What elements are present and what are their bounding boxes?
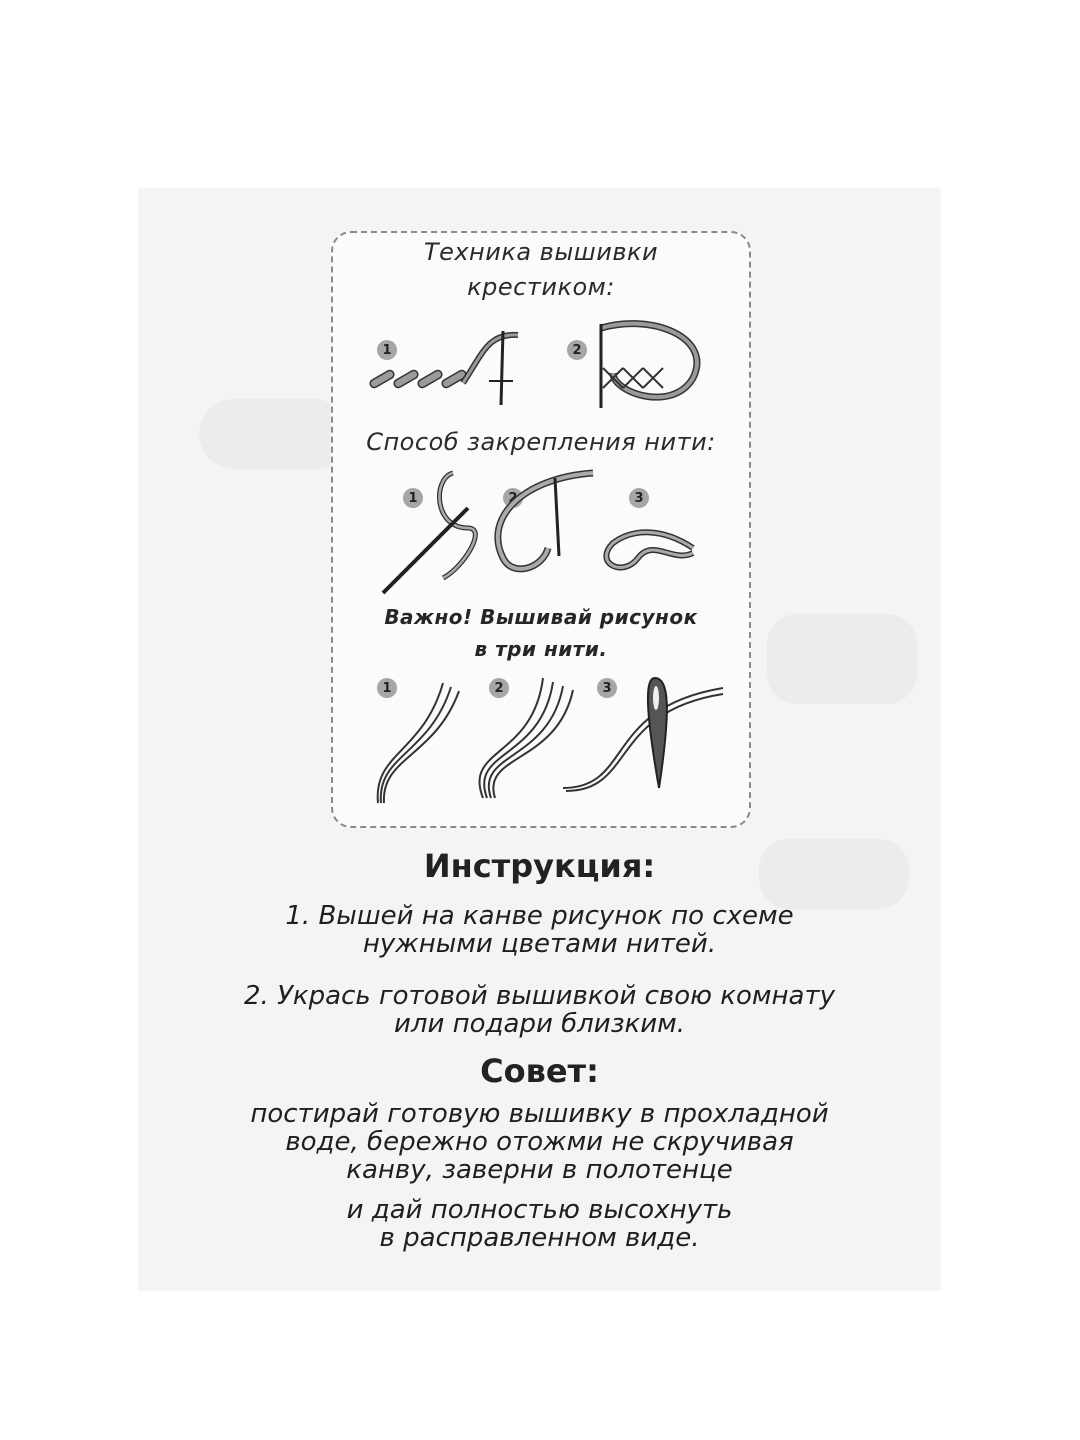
fastening-step3-illustration: [593, 508, 703, 588]
instruction-item1-line1: 1. Вышей на канве рисунок по схеме: [285, 901, 794, 931]
advice-line4: и дай полностью высохнуть: [346, 1195, 733, 1225]
important-line2: в три нити.: [474, 637, 608, 661]
technique-panel: [331, 231, 751, 828]
advice-line1: постирай готовую вышивку в прохладной: [250, 1099, 829, 1129]
fastening-title: Способ закрепления нити:: [366, 428, 716, 456]
technique-title-line2: крестиком:: [467, 273, 615, 301]
step-badge: 1: [403, 488, 423, 508]
step-badge: 3: [597, 678, 617, 698]
advice-heading: Совет:: [480, 1052, 599, 1090]
step-badge: 3: [629, 488, 649, 508]
important-line1: Важно! Вышивай рисунок: [384, 605, 698, 629]
threads-step3-illustration: [563, 668, 733, 798]
step-badge: 2: [489, 678, 509, 698]
threads-step1-illustration: [363, 673, 473, 813]
fastening-step1-illustration: [373, 468, 483, 598]
step-badge: 2: [567, 340, 587, 360]
show-through-print: [199, 399, 349, 469]
advice-line5: в расправленном виде.: [379, 1223, 700, 1253]
instruction-item2-line1: 2. Укрась готовой вышивкой свою комнату: [244, 981, 835, 1011]
advice-line3: канву, заверни в полотенце: [346, 1155, 733, 1185]
step-badge: 1: [377, 678, 397, 698]
show-through-print: [767, 614, 917, 704]
cross-stitch-step2-illustration: [573, 318, 733, 418]
step-badge: 2: [503, 488, 523, 508]
step-badge: 1: [377, 340, 397, 360]
instruction-item1-line2: нужными цветами нитей.: [362, 929, 717, 959]
advice-line2: воде, бережно отожми не скручивая: [285, 1127, 794, 1157]
instruction-heading: Инструкция:: [423, 847, 656, 885]
cross-stitch-step1-illustration: [363, 323, 523, 413]
fastening-step2-illustration: [483, 458, 603, 588]
instruction-item2-line2: или подари близким.: [393, 1009, 685, 1039]
technique-title-line1: Техника вышивки: [423, 238, 659, 266]
